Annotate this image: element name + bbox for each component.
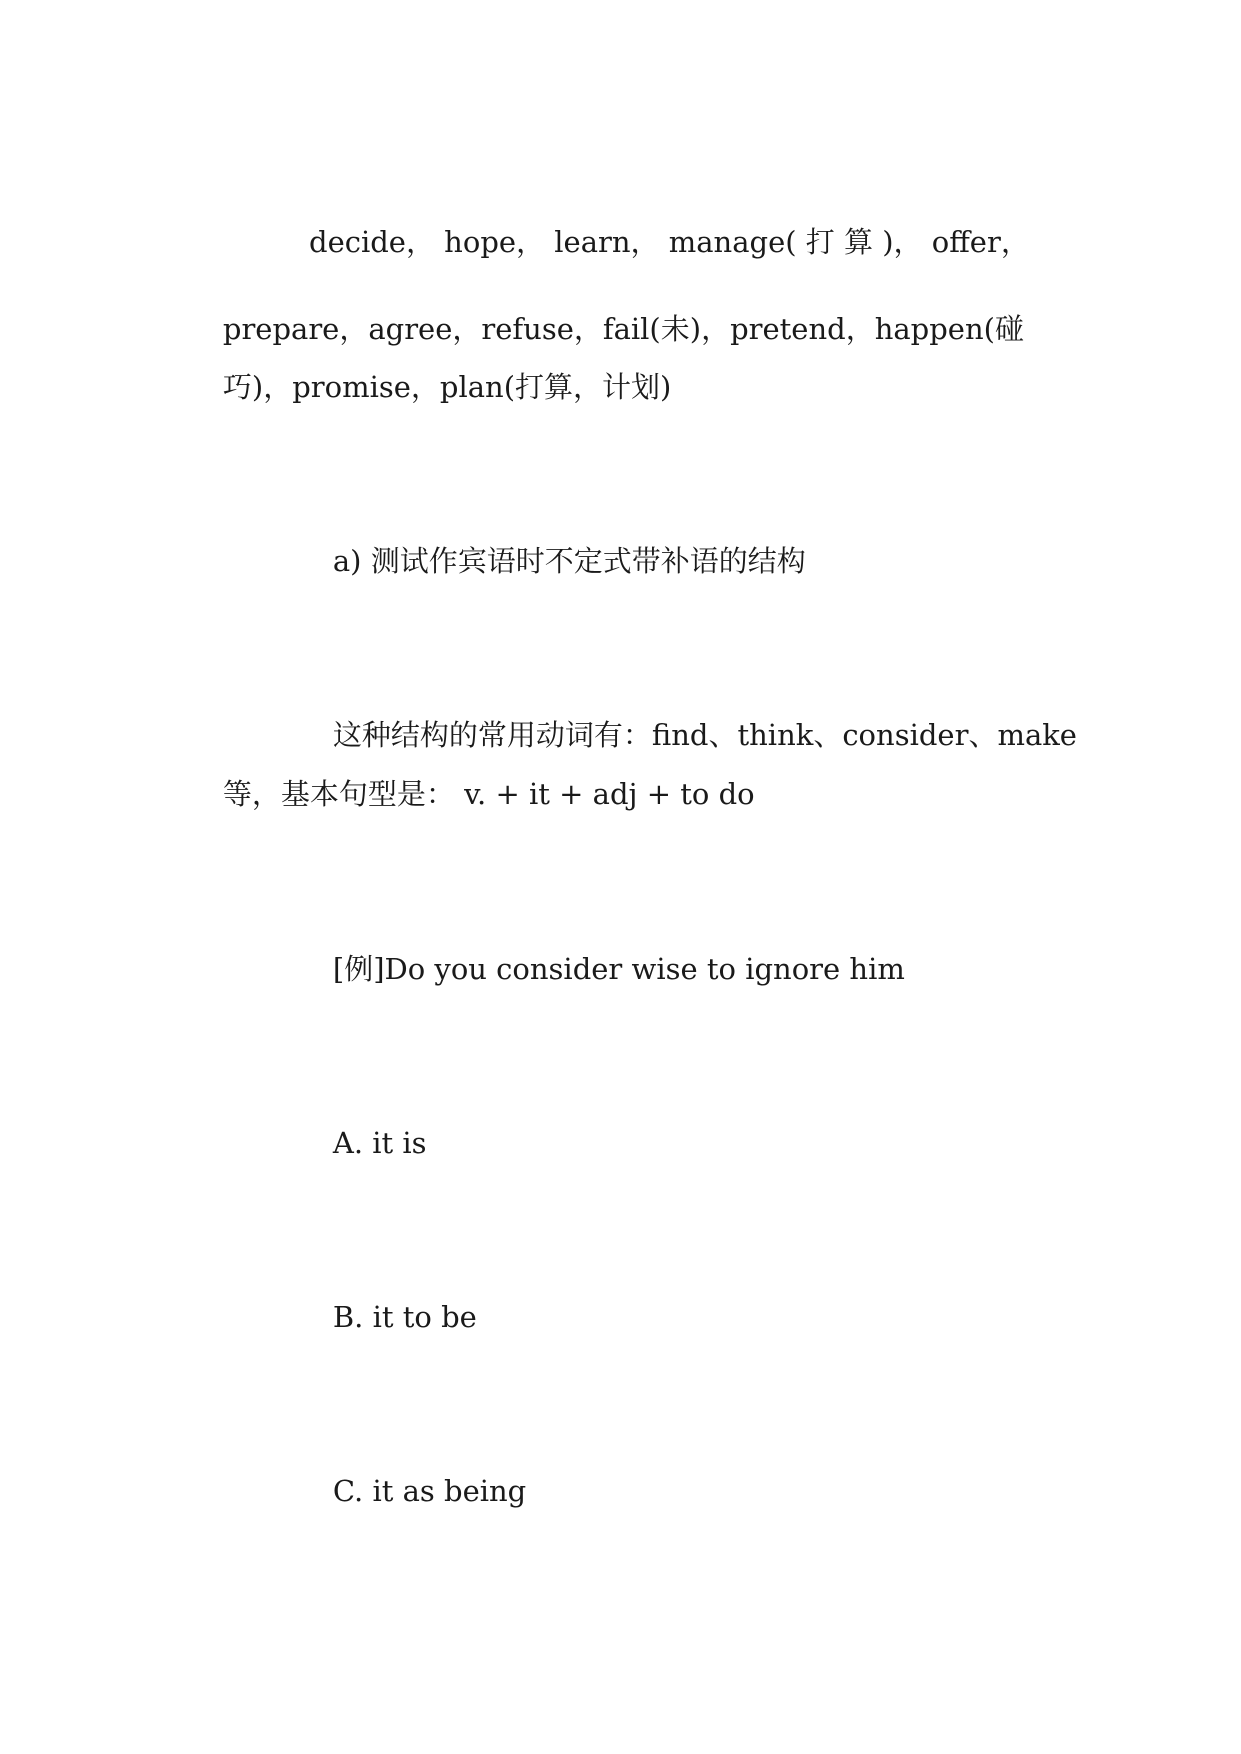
option-c-text: C. it as being <box>332 1474 527 1508</box>
section-heading-a-text: a) 测试作宾语时不定式带补语的结构 <box>332 544 806 578</box>
option-c <box>296 1448 526 1535</box>
option-b <box>296 1274 477 1361</box>
section-heading-a <box>296 518 806 605</box>
example-question-text: [例]Do you consider wise to ignore him <box>332 952 905 986</box>
paragraph-structure-line-2 <box>186 751 755 838</box>
paragraph-verbs-line-3-text: 巧)，promise，plan(打算，计划) <box>222 370 672 404</box>
example-question <box>296 926 905 1013</box>
option-b-text: B. it to be <box>332 1300 477 1334</box>
paragraph-verbs-line-1-text: decide， hope， learn， manage( 打 算 )， offer， <box>309 225 1030 259</box>
paragraph-structure-line-2-text: 等，基本句型是： v. + it + adj + to do <box>222 777 755 811</box>
paragraph-verbs-line-3 <box>186 344 671 431</box>
paragraph-verbs-line-2-text: prepare，agree，refuse，fail(未)，pretend，happen(碰 <box>222 312 1024 346</box>
option-a-text: A. it is <box>332 1126 427 1160</box>
paragraph-verbs-line-1 <box>309 225 1053 259</box>
paragraph-structure-line-1-text: 这种结构的常用动词有：find、think、consider、make <box>332 718 1077 752</box>
option-a <box>296 1100 427 1187</box>
